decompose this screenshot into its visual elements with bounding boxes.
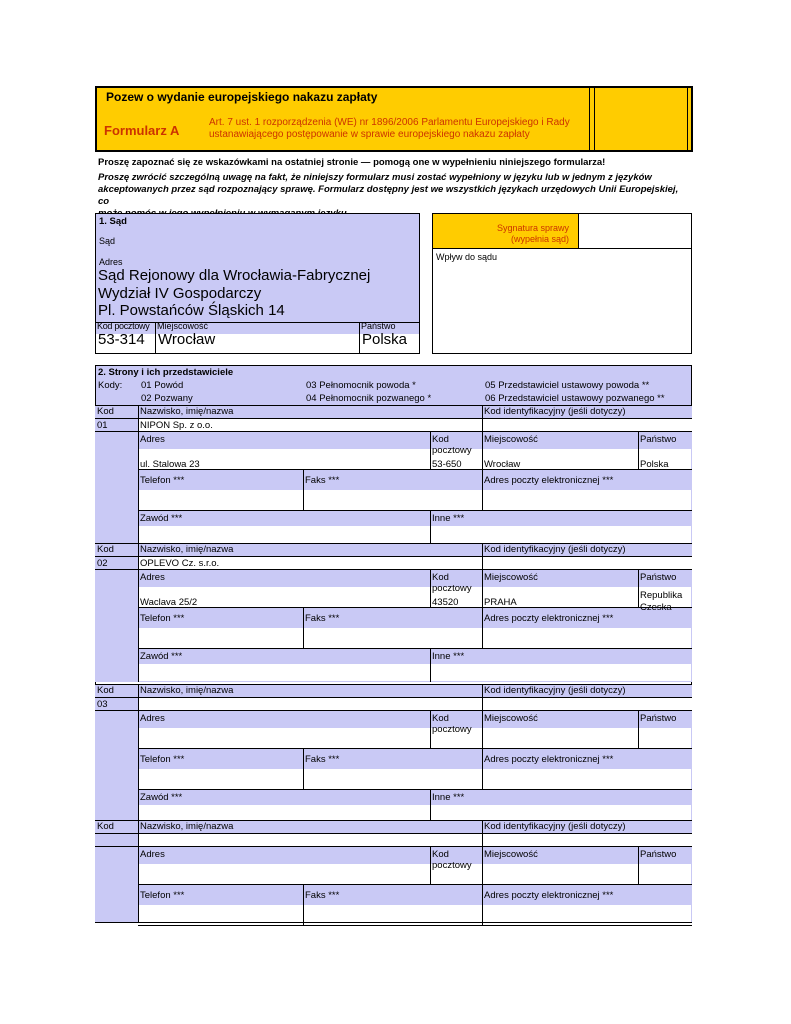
party-code-label: Kod bbox=[97, 544, 114, 555]
court-section-title: 1. Sąd bbox=[99, 216, 127, 227]
party-other-label: Inne *** bbox=[432, 513, 465, 524]
party-name-value[interactable]: OPLEVO Cz. s.r.o. bbox=[140, 558, 220, 569]
court-city-label: Miejscowość bbox=[157, 321, 209, 331]
party-city-label: Miejscowość bbox=[484, 849, 538, 860]
party-phone-label: Telefon *** bbox=[140, 890, 185, 901]
court-name: Sąd Rejonowy dla Wrocławia-Fabrycznej bbox=[98, 267, 371, 284]
party-postal-label-2: pocztowy bbox=[432, 445, 472, 456]
party-name-label: Nazwisko, imię/nazwa bbox=[140, 685, 234, 696]
party-address-label: Adres bbox=[140, 713, 165, 724]
party-email-label: Adres poczty elektronicznej *** bbox=[484, 475, 614, 486]
party-phone-label: Telefon *** bbox=[140, 475, 185, 486]
party-city-label: Miejscowość bbox=[484, 434, 538, 445]
code-02: 02 Pozwany bbox=[141, 393, 193, 404]
party-country-label: Państwo bbox=[640, 713, 677, 724]
court-section bbox=[95, 213, 420, 354]
parties-section-title: 2. Strony i ich przedstawiciele bbox=[98, 367, 234, 378]
party-city-label: Miejscowość bbox=[484, 713, 538, 724]
code-05: 05 Przedstawiciel ustawowy powoda ** bbox=[485, 380, 650, 391]
court-city: Wrocław bbox=[158, 331, 216, 348]
party-city-value[interactable]: PRAHA bbox=[484, 597, 517, 608]
form-letter: Formularz A bbox=[104, 123, 180, 138]
code-06: 06 Przedstawiciel ustawowy pozwanego ** bbox=[485, 393, 665, 404]
codes-label: Kody: bbox=[98, 380, 123, 391]
party-postal-label: Kod bbox=[432, 849, 449, 860]
party-id-label: Kod identyfikacyjny (jeśli dotyczy) bbox=[484, 685, 626, 696]
party-other-label: Inne *** bbox=[432, 651, 465, 662]
party-postal-label-2: pocztowy bbox=[432, 583, 472, 594]
form-header bbox=[95, 86, 693, 152]
party-fax-label: Faks *** bbox=[305, 613, 340, 624]
party-block bbox=[95, 684, 692, 822]
party-id-label: Kod identyfikacyjny (jeśli dotyczy) bbox=[484, 821, 626, 832]
court-address-label: Adres bbox=[99, 257, 123, 267]
party-id-label: Kod identyfikacyjny (jeśli dotyczy) bbox=[484, 544, 626, 555]
party-postal-label-2: pocztowy bbox=[432, 724, 472, 735]
party-occupation-label: Zawód *** bbox=[140, 792, 183, 803]
party-occupation-label: Zawód *** bbox=[140, 651, 183, 662]
party-postal-value[interactable]: 53-650 bbox=[432, 459, 462, 470]
party-code-value[interactable]: 03 bbox=[97, 699, 108, 710]
party-postal-label-2: pocztowy bbox=[432, 860, 472, 871]
language-note-line-2: akceptowanych przez sąd rozpoznający sprawę. Formularz dostępny jest we wszystkich językach urzędowych Unii Europejskiej, co bbox=[98, 184, 679, 207]
party-email-label: Adres poczty elektronicznej *** bbox=[484, 890, 614, 901]
party-name-value[interactable]: NIPON Sp. z o.o. bbox=[140, 420, 213, 431]
court-division: Wydział IV Gospodarczy bbox=[98, 285, 262, 302]
code-04: 04 Pełnomocnik pozwanego * bbox=[306, 393, 432, 404]
party-name-label: Nazwisko, imię/nazwa bbox=[140, 821, 234, 832]
party-phone-label: Telefon *** bbox=[140, 754, 185, 765]
party-address-value[interactable]: ul. Stalowa 23 bbox=[140, 459, 200, 470]
court-postal-code: 53-314 bbox=[98, 331, 145, 348]
party-city-value[interactable]: Wrocław bbox=[484, 459, 521, 470]
party-code-label: Kod bbox=[97, 406, 114, 417]
party-phone-label: Telefon *** bbox=[140, 613, 185, 624]
party-id-label: Kod identyfikacyjny (jeśli dotyczy) bbox=[484, 406, 626, 417]
party-name-label: Nazwisko, imię/nazwa bbox=[140, 406, 234, 417]
party-fax-label: Faks *** bbox=[305, 890, 340, 901]
court-address: Pl. Powstańców Śląskich 14 bbox=[98, 302, 285, 319]
party-country-value[interactable]: Polska bbox=[640, 459, 669, 470]
party-code-label: Kod bbox=[97, 821, 114, 832]
court-label: Sąd bbox=[99, 236, 116, 246]
party-fax-label: Faks *** bbox=[305, 475, 340, 486]
code-03: 03 Pełnomocnik powoda * bbox=[306, 380, 416, 391]
article-line-2: ustanawiającego postępowanie w sprawie europejskiego nakazu zapłaty bbox=[209, 129, 530, 140]
case-signature-note: (wypełnia sąd) bbox=[511, 234, 570, 244]
party-name-label: Nazwisko, imię/nazwa bbox=[140, 544, 234, 555]
party-occupation-label: Zawód *** bbox=[140, 513, 183, 524]
party-postal-value[interactable]: 43520 bbox=[432, 597, 459, 608]
party-block bbox=[95, 405, 692, 543]
party-block bbox=[95, 820, 692, 922]
court-country: Polska bbox=[362, 331, 408, 348]
case-signature-label: Sygnatura sprawy bbox=[497, 223, 570, 233]
court-country-label: Państwo bbox=[361, 321, 396, 331]
court-postal-label: Kod pocztowy bbox=[97, 321, 150, 331]
party-country-label: Państwo bbox=[640, 434, 677, 445]
party-country-value[interactable]: Republika bbox=[640, 590, 683, 601]
case-signature-box bbox=[432, 213, 692, 354]
instruction-note: Proszę zapoznać się ze wskazówkami na ostatniej stronie — pomogą one w wypełnieniu niniejszego formularza! bbox=[98, 157, 606, 168]
form-title: Pozew o wydanie europejskiego nakazu zapłaty bbox=[106, 90, 378, 104]
party-code-value[interactable]: 01 bbox=[97, 420, 108, 431]
party-other-label: Inne *** bbox=[432, 792, 465, 803]
article-reference bbox=[209, 117, 589, 141]
party-email-label: Adres poczty elektronicznej *** bbox=[484, 754, 614, 765]
party-fax-label: Faks *** bbox=[305, 754, 340, 765]
code-01: 01 Powód bbox=[141, 380, 184, 391]
article-line-1: Art. 7 ust. 1 rozporządzenia (WE) nr 1896/2006 Parlamentu Europejskiego i Rady bbox=[209, 117, 570, 128]
party-country-label: Państwo bbox=[640, 849, 677, 860]
language-note-line-1: Proszę zwrócić szczególną uwagę na fakt, że niniejszy formularz musi zostać wypełniony w języku lub w jednym z języków bbox=[98, 172, 652, 183]
party-city-label: Miejscowość bbox=[484, 572, 538, 583]
party-email-label: Adres poczty elektronicznej *** bbox=[484, 613, 614, 624]
party-address-label: Adres bbox=[140, 434, 165, 445]
party-code-value[interactable]: 02 bbox=[97, 558, 108, 569]
party-address-label: Adres bbox=[140, 849, 165, 860]
party-block bbox=[95, 543, 692, 681]
receipt-label: Wpływ do sądu bbox=[436, 252, 498, 262]
party-postal-label: Kod bbox=[432, 572, 449, 583]
party-country-value-2[interactable]: Czeska bbox=[640, 602, 672, 613]
party-address-label: Adres bbox=[140, 572, 165, 583]
party-code-label: Kod bbox=[97, 685, 114, 696]
party-postal-label: Kod bbox=[432, 434, 449, 445]
party-postal-label: Kod bbox=[432, 713, 449, 724]
party-country-label: Państwo bbox=[640, 572, 677, 583]
party-address-value[interactable]: Waclava 25/2 bbox=[140, 597, 198, 608]
